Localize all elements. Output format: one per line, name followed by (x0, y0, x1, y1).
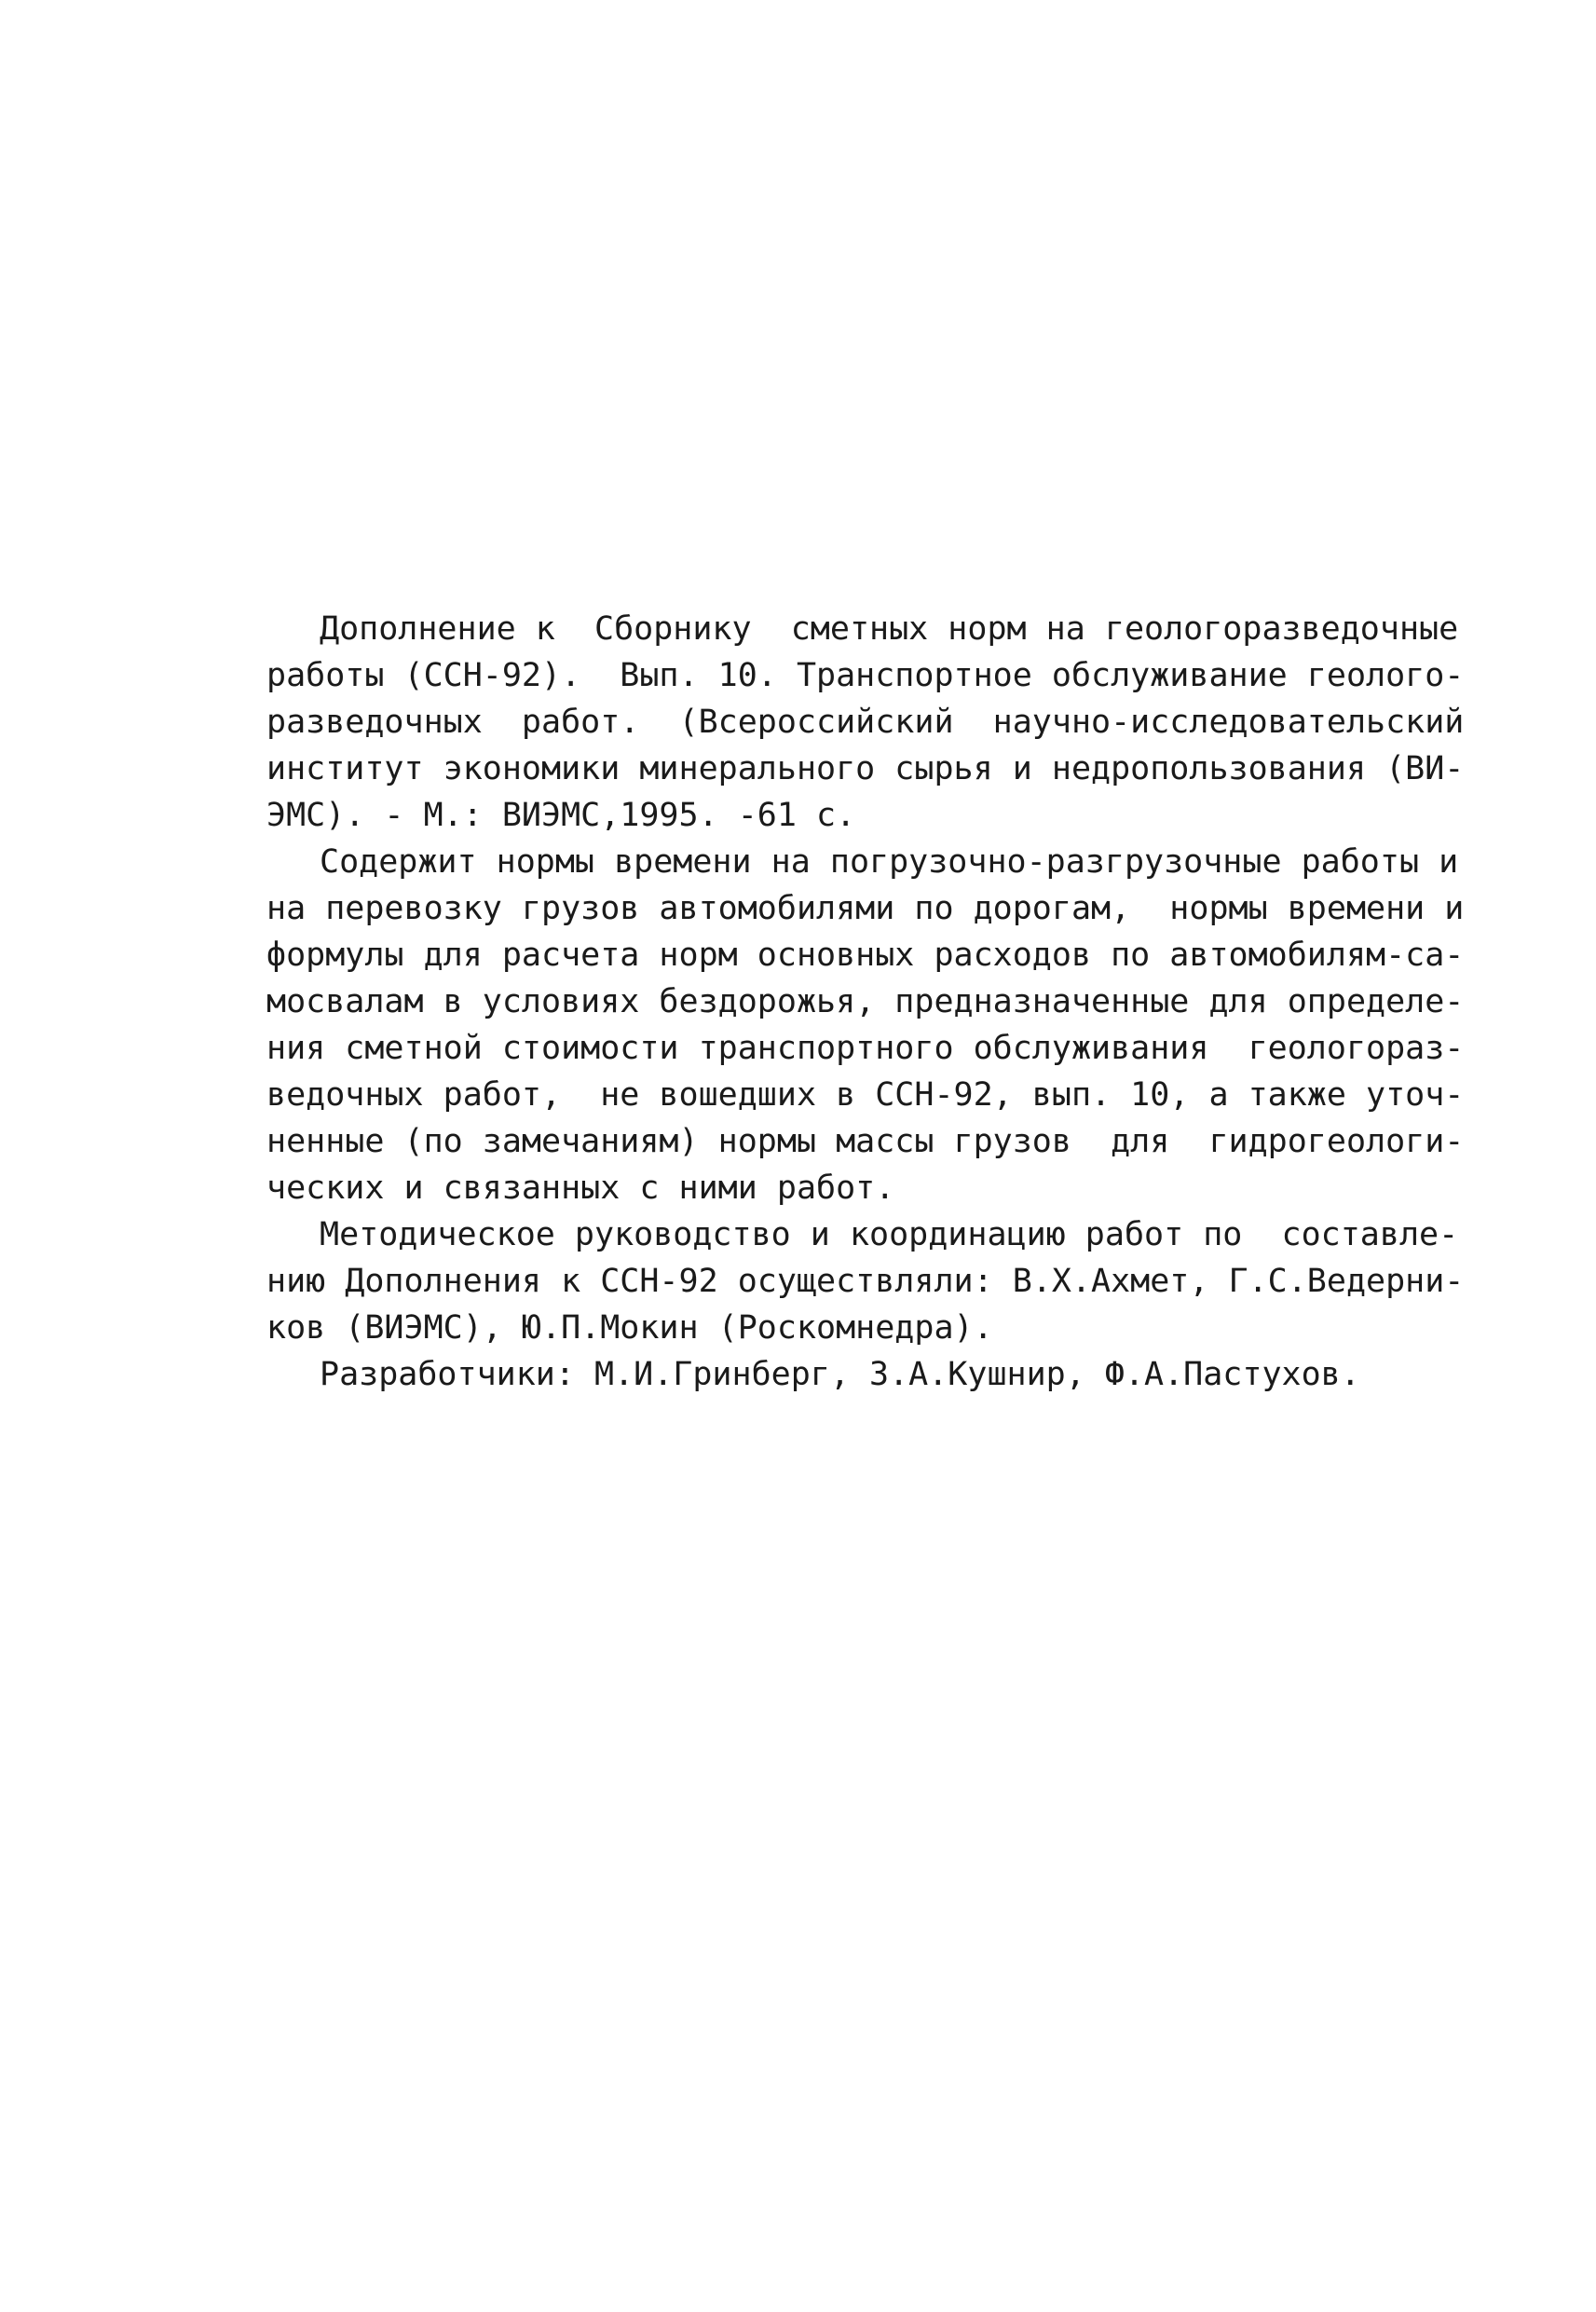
text-line: работы (ССН-92). Вып. 10. Транспортное обслуживание геолого- (266, 657, 1465, 694)
contents-paragraph (266, 839, 1465, 1211)
text-line: нию Дополнения к ССН-92 осуществляли: В.Х.Ахмет, Г.С.Ведерни- (266, 1263, 1465, 1300)
text-line: ков (ВИЭМС), Ю.П.Мокин (Роскомнедра). (266, 1309, 993, 1347)
text-line: Дополнение к Сборнику сметных норм на геологоразведочные (320, 610, 1459, 648)
text-line: ненные (по замечаниям) нормы массы грузов для гидрогеологи- (266, 1123, 1465, 1160)
developers-paragraph (266, 1351, 1389, 1398)
text-line: ЭМС). - М.: ВИЭМС,1995. -61 с. (266, 797, 856, 834)
text-line: Методическое руководство и координацию работ по составле- (320, 1216, 1459, 1253)
annotation-paragraph (266, 606, 1465, 839)
text-line: мосвалам в условиях бездорожья, предназначенные для определе- (266, 983, 1465, 1020)
developers-line: Разработчики: М.И.Гринберг, З.А.Кушнир, Ф.А.Пастухов. (320, 1356, 1360, 1393)
text-line: ческих и связанных с ними работ. (266, 1170, 895, 1207)
text-line: институт экономики минерального сырья и недропользования (ВИ- (266, 750, 1465, 787)
text-line: разведочных работ. (Всероссийский научно-исследовательский (266, 704, 1465, 741)
text-line: формулы для расчета норм основных расходов по автомобилям-са- (266, 937, 1465, 974)
text-line: Содержит нормы времени на погрузочно-разгрузочные работы и (320, 843, 1459, 881)
guidance-paragraph (266, 1211, 1465, 1351)
text-line: на перевозку грузов автомобилями по дорогам, нормы времени и (266, 890, 1465, 927)
text-line: ния сметной стоимости транспортного обслуживания геологораз- (266, 1030, 1465, 1067)
text-line: ведочных работ, не вошедших в ССН-92, вып. 10, а также уточ- (266, 1076, 1465, 1114)
document-text (266, 606, 1465, 1398)
